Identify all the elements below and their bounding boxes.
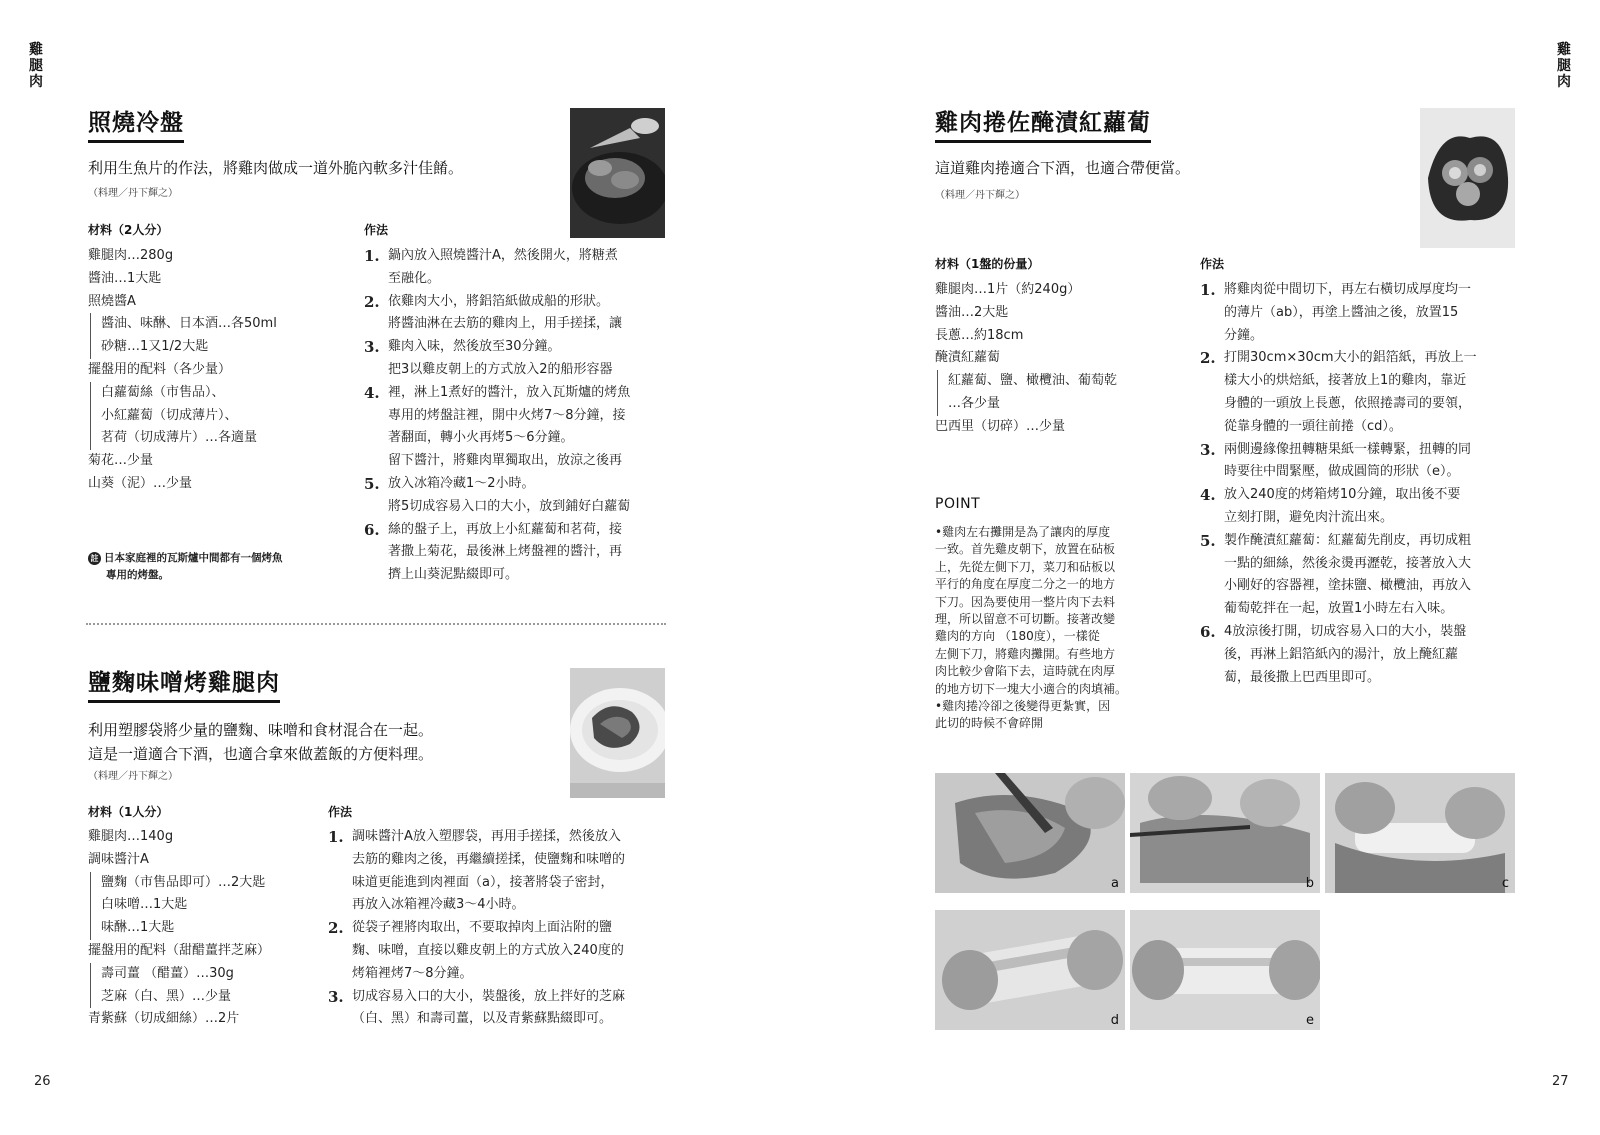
point-line: •雞肉捲冷卻之後變得更紮實，因 — [935, 699, 1111, 714]
step-item — [1200, 530, 1520, 621]
step-item — [1200, 484, 1520, 530]
photo-label: b — [1305, 876, 1314, 891]
step-item — [1200, 621, 1520, 689]
step-line: 從袋子裡將肉取出，不要取掉肉上面沾附的鹽 — [352, 920, 613, 936]
recipe3-credit: （料理／丹下輝之） — [935, 190, 1025, 201]
step-line: 調味醬汁A放入塑膠袋，再用手搓揉，然後放入 — [352, 829, 621, 844]
ingredient-line: 擺盤用的配料（甜醋薑拌芝麻） — [88, 942, 271, 958]
step-item — [364, 336, 674, 382]
recipe1-steps — [364, 245, 674, 587]
step-line: 裡，淋上1煮好的醬汁，放入瓦斯爐的烤魚 — [388, 384, 631, 400]
ingredient-line: 照燒醬A — [88, 293, 136, 309]
ingredient-line: 雞腿肉…1片（約240g） — [935, 282, 1081, 297]
intro-line: 這道雞肉捲適合下酒，也適合帶便當。 — [935, 159, 1191, 177]
step-line: 依雞肉大小，將鋁箔紙做成船的形狀。 — [388, 293, 610, 309]
step-line: 蔔，最後撒上巴西里即可。 — [1224, 669, 1381, 685]
ingredient-line: 味醂…1大匙 — [90, 917, 270, 940]
ingredient-line: 白蘿蔔絲（市售品）、 — [90, 382, 277, 405]
step-line: 味道更能進到肉裡面（a），接著將袋子密封， — [352, 874, 614, 890]
point-line: 的地方切下一塊大小適合的肉填補。 — [935, 681, 1128, 696]
step-number: 1. — [328, 828, 344, 846]
ingredient-line: 砂糖…1又1/2大匙 — [90, 336, 277, 359]
recipe2-steps-head: 作法 — [328, 805, 353, 819]
step-line: 分鐘。 — [1224, 327, 1264, 343]
photo-label: e — [1306, 1013, 1314, 1028]
ingredient-line: 茗荷（切成薄片）…各適量 — [90, 427, 277, 450]
recipe1-ingredients — [88, 245, 277, 496]
step-line: 去筋的雞肉之後，再繼續搓揉，使鹽麴和味噌的 — [352, 851, 626, 867]
ingredient-line: 壽司薑 （醋薑）…30g — [90, 963, 270, 986]
page-number-right: 27 — [1552, 1074, 1569, 1089]
step-number: 1. — [364, 247, 380, 265]
step-number: 6. — [1200, 622, 1216, 641]
side-tab-text: 雞 腿 肉 — [1557, 42, 1571, 90]
ingredient-line: 青紫蘇（切成細絲）…2片 — [88, 1011, 240, 1027]
recipe3-ingredients — [935, 279, 1117, 439]
point-text — [935, 524, 1127, 733]
step-photo-a — [935, 773, 1125, 893]
step-number: 5. — [364, 474, 380, 493]
step-number: 4. — [364, 383, 380, 402]
step-line: 留下醬汁，將雞肉單獨取出，放涼之後再 — [388, 453, 623, 469]
intro-line: 這是一道適合下酒，也適合拿來做蓋飯的方便料理。 — [88, 745, 434, 763]
step-line: 兩側邊緣像扭轉糖果紙一樣轉緊，扭轉的同 — [1224, 441, 1472, 457]
ingredient-line: 醬油…2大匙 — [935, 304, 1009, 320]
step-line: 雞肉入味，然後放至30分鐘。 — [388, 339, 561, 355]
recipe2-intro — [88, 718, 433, 766]
recipe1-title: 照燒冷盤 — [88, 104, 184, 143]
ingredient-line: 調味醬汁A — [88, 851, 149, 867]
photo-label: d — [1110, 1013, 1119, 1028]
step-photo-e — [1130, 910, 1320, 1030]
step-line: 立刻打開，避免肉汁流出來。 — [1224, 509, 1394, 525]
step-line: 葡萄乾拌在一起，放置1小時左右入味。 — [1224, 601, 1454, 617]
step-item — [1200, 439, 1520, 485]
recipe2-title: 鹽麴味噌烤雞腿肉 — [88, 664, 280, 703]
recipe2-photo — [570, 668, 665, 798]
step-line: 打開30cm×30cm大小的鋁箔紙，再放上一 — [1224, 350, 1477, 366]
step-item — [364, 382, 674, 473]
recipe1-intro — [88, 156, 463, 180]
point-line: 此切的時候不會碎開 — [935, 716, 1044, 731]
ingredient-line: …各少量 — [937, 393, 1117, 416]
step-photo-b — [1130, 773, 1320, 893]
step-number: 5. — [1200, 531, 1216, 550]
step-line: 烤箱裡烤7～8分鐘。 — [352, 965, 473, 981]
recipe2-credit: （料理／丹下輝之） — [88, 771, 178, 782]
step-number: 2. — [1200, 349, 1216, 368]
recipe2-ingredients-head: 材料（1人分） — [88, 805, 169, 819]
intro-line: 利用生魚片的作法，將雞肉做成一道外脆內軟多汁佳餚。 — [88, 159, 464, 177]
step-number: 3. — [364, 338, 380, 357]
point-line: 下刀。因為要使用一整片肉下去料 — [935, 594, 1116, 609]
intro-line: 利用塑膠袋將少量的鹽麴、味噌和食材混合在一起。 — [88, 721, 434, 739]
point-line: 一致。首先雞皮朝下，放置在砧板 — [935, 542, 1116, 557]
section-divider — [86, 623, 666, 625]
step-item — [328, 826, 673, 917]
step-line: 至融化。 — [388, 270, 441, 286]
step-item — [1200, 347, 1520, 438]
recipe1-footnote — [88, 550, 283, 584]
step-line: 從靠身體的一頭往前捲（cd）。 — [1224, 418, 1402, 434]
step-item — [1200, 279, 1520, 347]
step-number: 6. — [364, 520, 380, 539]
step-number: 3. — [1200, 440, 1216, 459]
step-line: 4放涼後打開，切成容易入口的大小，裝盤 — [1224, 623, 1467, 639]
step-item — [364, 519, 674, 587]
point-line: 上，先從左側下刀，菜刀和砧板以 — [935, 559, 1116, 574]
step-line: 將5切成容易入口的大小，放到鋪好白蘿蔔 — [388, 498, 631, 514]
ingredient-line: 雞腿肉…280g — [88, 248, 174, 263]
step-line: 後，再淋上鋁箔紙內的湯汁，放上醃紅蘿 — [1224, 646, 1459, 662]
recipe1-ingredients-head: 材料（2人分） — [88, 223, 169, 237]
side-tab-right — [1555, 42, 1573, 90]
recipe3-steps-head: 作法 — [1200, 257, 1225, 271]
step-line: 將醬油淋在去筋的雞肉上，用手搓揉，讓 — [388, 316, 623, 332]
point-line: 肉比較少會陷下去，這時就在肉厚 — [935, 664, 1116, 679]
step-line: 小剛好的容器裡，塗抹鹽、橄欖油，再放入 — [1224, 578, 1472, 594]
recipe1-credit: （料理／丹下輝之） — [88, 188, 178, 199]
ingredient-line: 擺盤用的配料（各少量） — [88, 361, 232, 377]
ingredient-line: 紅蘿蔔、鹽、橄欖油、葡萄乾 — [937, 370, 1117, 393]
page-number-left: 26 — [34, 1074, 51, 1089]
point-heading: POINT — [935, 496, 981, 512]
step-line: 麴、味噌，直接以雞皮朝上的方式放入240度的 — [352, 942, 624, 958]
step-number: 4. — [1200, 486, 1216, 505]
step-item — [364, 245, 674, 291]
ingredient-line: 醬油、味醂、日本酒…各50ml — [90, 313, 277, 336]
recipe1-photo — [570, 108, 665, 238]
step-number: 2. — [328, 919, 344, 938]
step-number: 1. — [1200, 281, 1216, 299]
step-line: （白、黑）和壽司薑，以及青紫蘇點綴即可。 — [352, 1011, 613, 1027]
step-item — [328, 917, 673, 985]
side-tab-left — [27, 42, 45, 90]
ingredient-line: 巴西里（切碎）…少量 — [935, 418, 1066, 434]
step-line: 身體的一頭放上長蔥，依照捲壽司的要領， — [1224, 395, 1472, 411]
step-line: 擠上山葵泥點綴即可。 — [388, 567, 519, 583]
ingredient-line: 山葵（泥）…少量 — [88, 475, 193, 491]
ingredient-line: 小紅蘿蔔（切成薄片）、 — [90, 405, 277, 428]
recipe3-intro — [935, 156, 1190, 180]
recipe3-ingredients-head: 材料（1盤的份量） — [935, 257, 1040, 271]
step-line: 絲的盤子上，再放上小紅蘿蔔和茗荷，接 — [388, 521, 623, 537]
step-line: 放入冰箱冷藏1～2小時。 — [388, 475, 535, 491]
step-line: 放入240度的烤箱烤10分鐘，取出後不要 — [1224, 487, 1461, 503]
point-line: 平行的角度在厚度二分之一的地方 — [935, 577, 1116, 592]
step-line: 樣大小的烘焙紙，接著放上1的雞肉，靠近 — [1224, 373, 1467, 389]
step-line: 切成容易入口的大小，裝盤後，放上拌好的芝麻 — [352, 988, 626, 1004]
side-tab-text: 雞 腿 肉 — [29, 42, 43, 90]
step-line: 一點的細絲，然後汆燙再瀝乾，接著放入大 — [1224, 555, 1472, 571]
step-number: 2. — [364, 292, 380, 311]
point-line: •雞肉左右攤開是為了讓肉的厚度 — [935, 525, 1111, 539]
recipe3-photo — [1420, 108, 1515, 248]
recipe2-ingredients — [88, 826, 270, 1031]
step-line: 再放入冰箱裡冷藏3～4小時。 — [352, 897, 525, 913]
step-line: 時要往中間緊壓，做成圓筒的形狀（e）。 — [1224, 464, 1460, 480]
recipe3-title: 雞肉捲佐醃漬紅蘿蔔 — [935, 104, 1151, 143]
step-line: 著撒上菊花，最後淋上烤盤裡的醬汁，再 — [388, 544, 623, 560]
recipe2-steps — [328, 826, 673, 1031]
ingredient-line: 菊花…少量 — [88, 453, 154, 469]
step-line: 把3以雞皮朝上的方式放入2的船形容器 — [388, 361, 613, 377]
point-line: 左側下刀，將雞肉攤開。有些地方 — [935, 646, 1116, 661]
recipe1-steps-head: 作法 — [364, 223, 389, 237]
step-number: 3. — [328, 987, 344, 1006]
recipe3-steps — [1200, 279, 1520, 689]
step-photo-d — [935, 910, 1125, 1030]
photo-label: c — [1501, 876, 1509, 891]
step-line: 著翻面，轉小火再烤5～6分鐘。 — [388, 430, 574, 446]
ingredient-line: 鹽麴（市售品即可）…2大匙 — [90, 872, 270, 895]
step-item — [328, 986, 673, 1032]
note-mark-icon: 註 — [88, 552, 101, 565]
ingredient-line: 醬油…1大匙 — [88, 270, 162, 286]
step-item — [364, 473, 674, 519]
step-line: 的薄片（ab），再塗上醬油之後，放置15 — [1224, 304, 1459, 320]
photo-label: a — [1111, 876, 1119, 891]
ingredient-line: 芝麻（白、黑）…少量 — [90, 986, 270, 1009]
step-photo-c — [1325, 773, 1515, 893]
ingredient-line: 白味噌…1大匙 — [90, 894, 270, 917]
point-line: 理，所以留意不可切斷。接著改變 — [935, 612, 1116, 627]
ingredient-line: 雞腿肉…140g — [88, 829, 174, 844]
step-item — [364, 291, 674, 337]
step-line: 鍋內放入照燒醬汁A，然後開火，將糖煮 — [388, 248, 618, 263]
note-line: 日本家庭裡的瓦斯爐中間都有一個烤魚 — [104, 552, 283, 564]
ingredient-line: 長蔥…約18cm — [935, 327, 1024, 343]
step-line: 專用的烤盤註裡，開中火烤7～8分鐘，接 — [388, 407, 626, 423]
note-line: 專用的烤盤。 — [106, 569, 169, 581]
step-line: 製作醃漬紅蘿蔔：紅蘿蔔先削皮，再切成粗 — [1224, 532, 1472, 548]
step-line: 將雞肉從中間切下，再左右橫切成厚度均一 — [1224, 282, 1472, 297]
ingredient-line: 醃漬紅蘿蔔 — [935, 350, 1001, 366]
point-line: 雞肉的方向 （180度），一樣從 — [935, 629, 1100, 644]
